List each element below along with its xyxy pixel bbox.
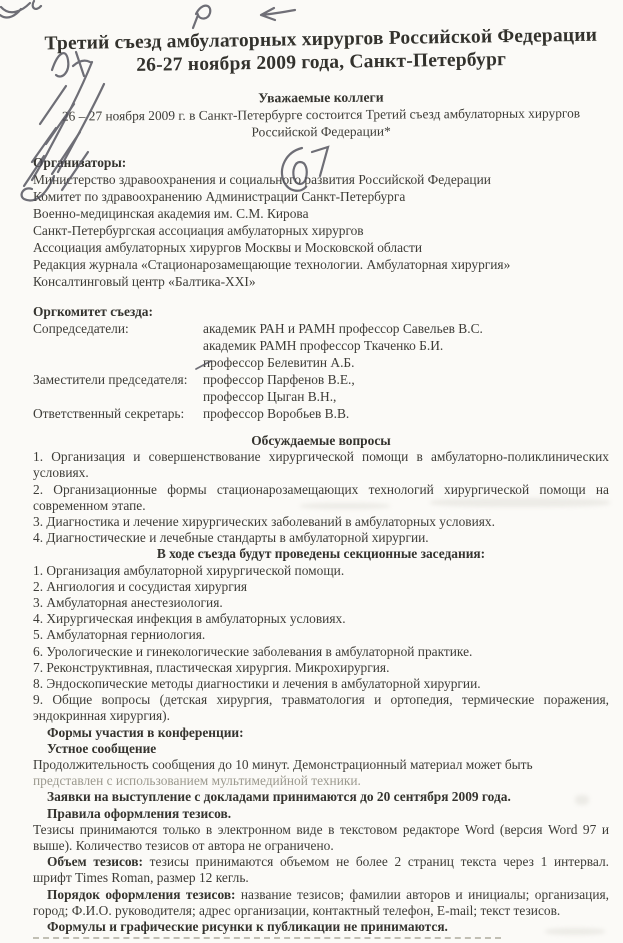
order-line2: город; Ф.И.О. руководителя; адрес организации, контактный телефон, E-mail; текст тезисов.: [33, 902, 561, 918]
organizer-item: Редакция журнала «Стационарозамещающие технологии. Амбулаторная хирургия»: [33, 257, 511, 272]
orgcommittee-role: Сопредседатели:: [33, 321, 129, 336]
order-text: название тезисов; фамилии авторов и инициалы; организация,: [235, 886, 609, 902]
section-line: 6. Урологические и гинекологические заболевания в амбулаторной практике.: [33, 643, 473, 659]
rules-heading: Правила оформления тезисов.: [47, 805, 232, 821]
orgcommittee-name: академик РАН и РАМН профессор Савельев В.С.: [203, 321, 483, 336]
section-line: эндокринная хирургия).: [33, 708, 170, 724]
sections-heading: В ходе съезда будут проведены секционные заседания:: [156, 546, 486, 562]
organizer-item: Консалтинговый центр «Балтика-XXI»: [33, 274, 256, 289]
rules-section: [33, 806, 609, 940]
orgcommittee-row: [33, 354, 609, 371]
orgcommittee-row: [33, 388, 609, 405]
sections-section: [33, 546, 609, 724]
volume-line: [33, 854, 609, 870]
oral-report-text: Продолжительность сообщения до 10 минут. Демонстрационный материал может быть: [33, 757, 533, 773]
no-formulas-note: Формулы и графические рисунки к публикации не принимаются.: [47, 919, 448, 935]
orgcommittee-role: Ответственный секретарь:: [33, 406, 185, 421]
organizer-item: Министерство здравоохранения и социального развития Российской Федерации: [33, 172, 491, 187]
section-line: 8. Эндоскопические методы диагностики и лечения в амбулаторной хирургии.: [33, 676, 481, 692]
orgcommittee-name: профессор Парфенов В.Е.,: [203, 372, 355, 387]
congress-title-line1: Третий съезд амбулаторных хирургов Российской Федерации: [44, 24, 598, 55]
orgcommittee-row: [33, 337, 609, 354]
section-line: 1. Организация амбулаторной хирургической помощи.: [33, 562, 345, 578]
congress-title-line2: 26-27 ноября 2009 года, Санкт-Петербург: [136, 49, 507, 76]
participation-section: [33, 725, 609, 806]
greeting-block: [33, 87, 609, 142]
volume-label: Объем тезисов:: [47, 854, 143, 870]
question-line: современном этапе.: [33, 497, 146, 513]
orgcommittee-role: [33, 354, 203, 371]
orgcommittee-role: Заместители председателя:: [33, 372, 188, 387]
section-line: 4. Хирургическая инфекция в амбулаторных условиях.: [33, 611, 346, 627]
question-line: 3. Диагностика и лечение хирургических заболеваний в амбулаторных условиях.: [33, 514, 495, 530]
rules-body-line: Тезисы принимаются только в электронном виде в текстовом редакторе Word (версия Word 97 и: [33, 821, 609, 837]
volume-text: тезисы принимаются объемом не более 2 страниц текста через 1 интервал.: [142, 854, 610, 870]
section-line: 5. Амбулаторная герниология.: [33, 627, 206, 643]
orgcommittee-row: [33, 371, 609, 388]
greeting-line: 26 – 27 ноября 2009 г. в Санкт-Петербурге состоится Третий съезд амбулаторных хирургов: [61, 105, 581, 124]
orgcommittee-name: профессор Цыган В.Н.,: [203, 389, 337, 404]
orgcommittee-role: [33, 337, 203, 354]
order-line: [33, 887, 609, 903]
questions-list: [33, 449, 609, 546]
question-line: 4. Диагностические и лечебные стандарты в амбулаторной хирургии.: [33, 530, 429, 546]
question-line: 1. Организация и совершенствование хирургической помощи в амбулаторно-поликлинических: [33, 449, 609, 465]
orgcommittee-rows: [33, 320, 609, 422]
organizers-list: [33, 171, 609, 290]
congress-title: [33, 23, 610, 78]
organizer-item: Военно-медицинская академия им. С.М. Кирова: [33, 206, 309, 221]
orgcommittee-name: профессор Воробьев В.В.: [203, 406, 350, 421]
orgcommittee-heading: Оргкомитет съезда:: [33, 304, 153, 319]
section-line: 2. Ангиология и сосудистая хирургия: [33, 578, 248, 594]
questions-heading: Обсуждаемые вопросы: [251, 433, 391, 448]
orgcommittee-row: [33, 405, 609, 422]
section-line: 7. Реконструктивная, пластическая хирургия. Микрохирургия.: [33, 659, 390, 675]
section-line: 9. Общие вопросы (детская хирургия, травматология и ортопедия, термические поражения,: [33, 692, 609, 708]
organizers-section: [33, 154, 609, 290]
organizer-item: Санкт-Петербургская ассоциация амбулаторных хирургов: [33, 223, 364, 238]
section-line: 3. Амбулаторная анестезиология.: [33, 595, 223, 611]
questions-section: [33, 433, 609, 546]
organizer-item: Ассоциация амбулаторных хирургов Москвы и Московской области: [33, 240, 422, 255]
orgcommittee-row: [33, 320, 609, 337]
volume-line2: шрифт Times Roman, размер 12 кегль.: [33, 870, 249, 886]
orgcommittee-section: [33, 303, 609, 422]
question-line: условиях.: [33, 465, 89, 481]
organizers-heading: Организаторы:: [33, 155, 127, 170]
sections-list: [33, 563, 609, 725]
order-label: Порядок оформления тезисов:: [47, 886, 236, 902]
orgcommittee-role: [33, 388, 203, 405]
participation-heading: Формы участия в конференции:: [47, 724, 244, 740]
submission-deadline: Заявки на выступление с докладами принимаются до 20 сентября 2009 года.: [47, 789, 511, 805]
dashed-underline: [33, 937, 501, 939]
oral-report-text-faint: представлен с использованием мультимедийной техники.: [33, 773, 361, 789]
greeting-heading: Уважаемые коллеги: [258, 89, 384, 106]
orgcommittee-name: академик РАМН профессор Ткаченко Б.И.: [203, 338, 444, 353]
rules-body-line: выше). Количество тезисов от автора не ограничено.: [33, 838, 334, 854]
oral-report-heading: Устное сообщение: [47, 740, 157, 756]
greeting-line: Российской Федерации*: [251, 123, 391, 140]
question-line: 2. Организационные формы стационарозамещающих технологий хирургической помощи на: [33, 481, 609, 497]
orgcommittee-name: профессор Белевитин А.Б.: [203, 355, 355, 370]
organizer-item: Комитет по здравоохранению Администрации Санкт-Петербурга: [33, 189, 406, 204]
